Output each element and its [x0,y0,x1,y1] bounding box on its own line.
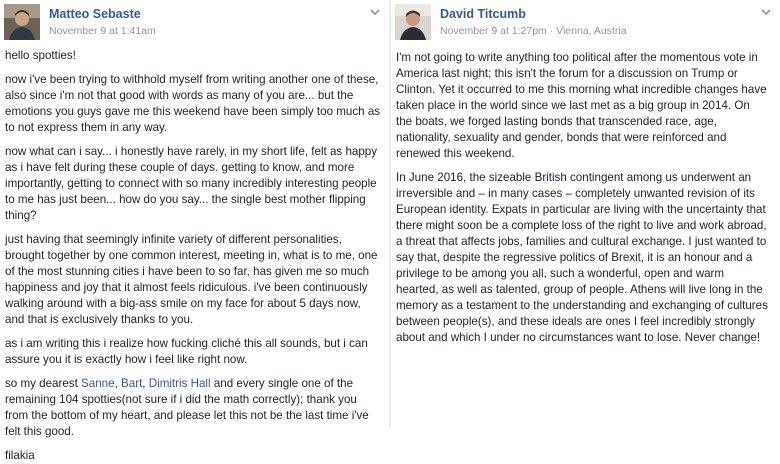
post-header [395,4,774,40]
post-meta [440,25,627,37]
author-name-link[interactable]: David Titcumb [440,7,526,21]
post-david-titcumb [391,0,780,428]
mention-separator: , [142,377,149,390]
mention-link-bart[interactable]: Bart [121,377,143,390]
location-link[interactable]: Vienna, Austria [556,25,627,37]
post-paragraph: hello spotties! [5,49,76,62]
timestamp-link[interactable]: November 9 at 1:41am [49,25,156,37]
timestamp-link[interactable]: November 9 at 1:27pm [440,25,547,37]
post-matteo-sebaste [0,0,389,462]
avatar-image [4,4,40,40]
mention-link-sanne[interactable]: Sanne [81,377,115,390]
mention-text: so my dearest [5,377,82,390]
post-body [395,50,774,346]
avatar[interactable] [395,4,431,40]
post-paragraph: I'm not going to write anything too political after the momentous vote in America last night; this isn't the forum for a discussion on Trump or Clinton. Yet it occurred to me this morning what incredible changes have taken place in the world since we last met as a big group in 2014. On the boats, we forged lasting bonds that transcended race, age, nationality, sexuality and gender, bonds that were reinforced and renewed this weekend. [396,51,767,160]
post-paragraph: now what can i say... i honestly have rarely, in my short life, felt as happy as i have felt during these couple of days. getting to know, and more importantly, getting to connect with so many incredibly interesting people to me has just been... how do you say... the single best mother flipping thing? [5,145,378,222]
meta-separator: · [546,25,557,37]
post-header [4,4,383,40]
author-name-link[interactable]: Matteo Sebaste [49,7,141,21]
mention-link-dimitris-hall[interactable]: Dimitris Hall [148,377,211,390]
post-body [4,48,383,464]
post-paragraph: as i am writing this i realize how fucking cliché this all sounds, but i can assure you it is exactly how i feel like right now. [5,337,368,366]
avatar[interactable] [4,4,40,40]
chevron-down-icon[interactable] [369,7,381,17]
post-meta [49,25,156,37]
mention-text: and every single one of the remaining 104 spotties(not sure if i did the math correctly); thank you from the bottom of my heart, and please let this not be the last time i've felt this good. [5,377,369,438]
post-paragraph: In June 2016, the sizeable British contingent among us underwent an irreversible and – in many cases – completely unwanted revision of its European identity. Expats in particular are living with the uncertainty that there might soon be a complete loss of the right to live and work abroad, a threat that affects jobs, families and cultural exchange. I just wanted to say that, despite the regressive politics of Brexit, it is an honour and a privilege to be among you all, such a wonderful, open and warm hearted, as well as talented, group of people. Athens will live long in the memory as a testament to the understanding and exchanging of cultures between people(s), and these ideals are ones I feel incredibly strongly about and which I under no circumstances want to lose. Never change! [396,171,768,344]
post-paragraph: just having that seemingly infinite variety of different personalities, brought together by one common interest, meeting in, what is to me, one of the most stunning cities i have been to so far, has given me so much happiness and joy that it almost feels ridiculous. i've been continuously walking around with a big-ass smile on my face for about 5 days now, and that is exclusively thanks to you. [5,233,378,326]
post-paragraph: filakia [5,449,35,462]
chevron-down-icon[interactable] [760,7,772,17]
avatar-image [395,4,431,40]
mention-separator: , [114,377,122,390]
post-paragraph: now i've been trying to withhold myself from writing another one of these, also since i'm not that good with words as many of you are... but the emotions you guys gave me this weekend have been simply too much as to not express them in any way. [5,73,381,134]
post-paragraph-mentions [5,376,381,440]
